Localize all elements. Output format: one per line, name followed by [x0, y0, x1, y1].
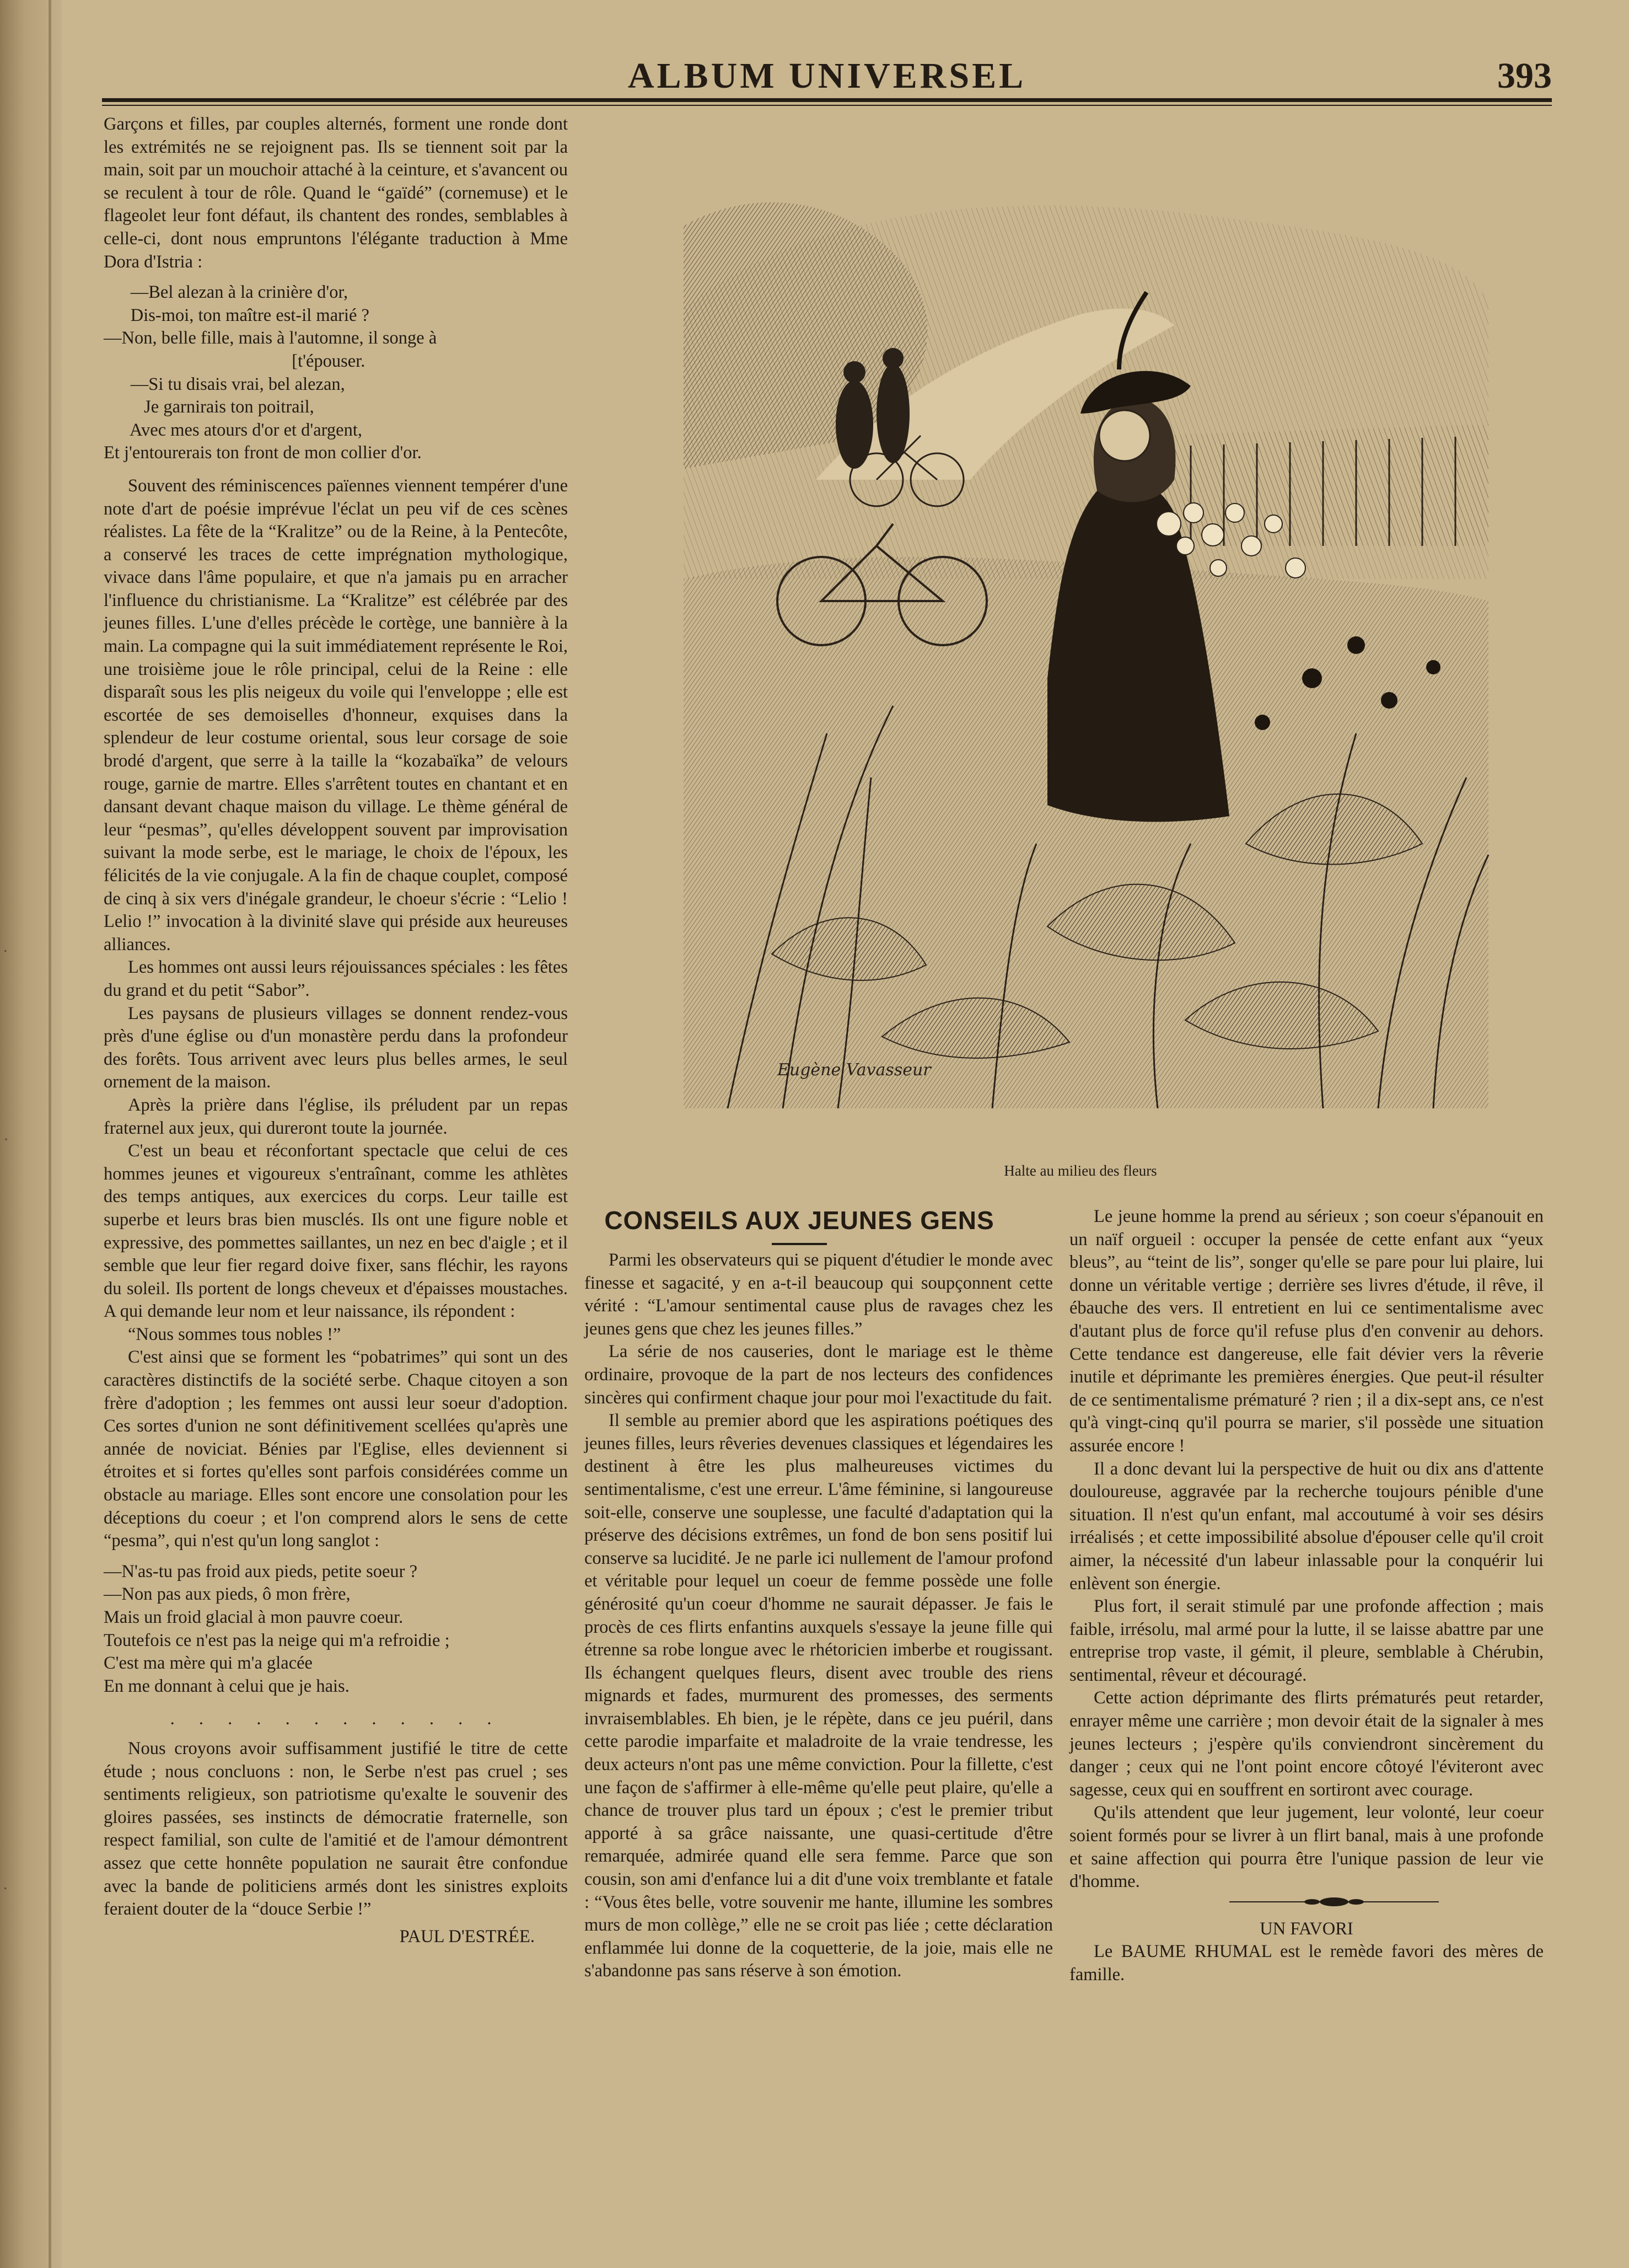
margin-speck: . [3, 937, 8, 956]
article-column-one [584, 1249, 1053, 1983]
verse-line: En me donnant à celui que je hais. [104, 1676, 350, 1696]
quote-line: “Nous sommes tous nobles !” [128, 1324, 341, 1344]
author-signature: PAUL D'ESTRÉE. [399, 1926, 535, 1947]
paragraph: Les paysans de plusieurs villages se donnent rendez-vous près d'une église ou d'un monastère perdu dans la profondeur des forêts. Tous arrivent avec leurs plus belles armes, le seul ornement de la maison. [104, 1003, 568, 1092]
article-paragraph: Parmi les observateurs qui se piquent d'étudier le monde avec finesse et sagacité, y en a-t-il beaucoup qui soupçonnent cette vérité : “L'amour sentimental cause plus de ravages chez les jeunes gens que chez les jeunes filles.” [584, 1250, 1053, 1339]
engraving-illustration [662, 127, 1499, 1108]
verse-line: —N'as-tu pas froid aux pieds, petite soeur ? [104, 1561, 418, 1581]
engraver-signature: Eugène Vavasseur [777, 1060, 931, 1080]
margin-speck: · [3, 1130, 9, 1149]
paragraph: Souvent des réminiscences païennes viennent tempérer d'une note d'art de poésie imprévue l'éclat un peu vif de ces scènes réalistes. La fête de la “Kralitze” ou de la Reine, à la Pentecôte, a conservé les traces de cette imprégnation mythologique, vivace dans l'âme populaire, et que n'a jamais pu en arracher l'influence du christianisme. La “Kralitze” est célébrée par des jeunes filles. L'une d'elles précède le cortège, une bannière à la main. La compagne qui la suit immédiatement représente le Roi, une troisième joue le rôle principal, celui de la Reine : elle disparaît sous les plis neigeux du voile qui l'enveloppe ; elle est escortée de ses demoiselles d'honneur, exquises dans la splendeur de leur costume oriental, sous leur corsage de soie brodé d'argent, que serre à la taille la “kozabaïka” de velours rouge, garnie de martre. Elles s'arrêtent toutes en chantant et en dansant devant chaque maison du village. Le thème général de leur “pesmas”, qu'elles développent souvent par improvisation suivant la mode serbe, est le mariage, le choix de l'époux, les félicités de la vie conjugale. A la fin de chaque couplet, composé de cinq à six vers d'inégale grandeur, le choeur s'écrie : “Lelio ! Lelio !” invocation à la divinité slave qui préside aux heureuses alliances. [104, 475, 568, 955]
engraving-drawing [662, 127, 1499, 1108]
verse-line: —Si tu disais vrai, bel alezan, [104, 374, 345, 394]
advert-title: UN FAVORI [1260, 1918, 1353, 1939]
header-rule [102, 98, 1552, 102]
verse-ronde [104, 281, 568, 465]
paragraph: Après la prière dans l'église, ils préludent par un repas fraternel aux jeux, qui dureront toute la journée. [104, 1095, 568, 1138]
journal-title: ALBUM UNIVERSEL [627, 56, 1026, 96]
header-rule-thin [102, 105, 1552, 106]
verse-line: —Non, belle fille, mais à l'automne, il songe à [104, 328, 437, 348]
verse-sanglot [104, 1561, 568, 1698]
verse-line: —Non pas aux pieds, ô mon frère, [104, 1584, 351, 1605]
margin-speck: . [3, 1875, 8, 1893]
verse-line: —Bel alezan à la crinière d'or, [104, 282, 348, 303]
article-paragraph: Cette action déprimante des flirts prématurés peut retarder, enrayer même une carrière ; mon devoir était de la signaler à mes jeunes lecteurs ; j'espère qu'ils conviendront sincèrement du danger ; ceux qui ne l'ont point encore côtoyé l'éviteront avec sagesse, ceux qui en souffrent en sortiront avec courage. [1069, 1688, 1544, 1800]
article-paragraph: Le jeune homme la prend au sérieux ; son coeur s'épanouit en un naïf orgueil : occuper la pensée de cette enfant aux “yeux bleus”, au “teint de lis”, songer qu'elle se pare pour lui plaire, lui donne un véritable vertige ; derrière ses livres d'étude, il rêve, il ébauche des vers. Il entretient en lui ce sentimentalisme avec d'autant plus de force qu'il refuse plus d'en convenir au dehors. Cette tendance est dangereuse, elle fait dévier vers la rêverie inutile et déprimante les premières énergies. Que peut-il résulter de ce sentimentalisme prématuré ? rien ; il a dix-sept ans, ce n'est qu'à vingt-cinq qu'il pourra se marier, s'il possède une situation assurée encore ! [1069, 1207, 1544, 1456]
article-paragraph: Qu'ils attendent que leur jugement, leur volonté, leur coeur soient formés pour se livrer à un flirt banal, mais à une profonde et saine affection qui pourra être l'unique passion de leur vie d'homme. [1069, 1803, 1544, 1892]
illustration-caption: Halte au milieu des fleurs [1004, 1162, 1157, 1179]
paragraph: Les hommes ont aussi leurs réjouissances spéciales : les fêtes du grand et du petit “Sabor”. [104, 957, 568, 1000]
article-title: CONSEILS AUX JEUNES GENS [604, 1206, 994, 1235]
article-column-two-body [1069, 1205, 1544, 1894]
verse-line: Dis-moi, ton maître est-il marié ? [104, 305, 369, 325]
page-spine [0, 0, 62, 2268]
column-one [104, 113, 568, 1948]
verse-line: Et j'entourerais ton front de mon collier d'or. [104, 443, 422, 463]
ellipsis-row: . . . . . . . . . . . . [170, 1709, 502, 1729]
article-paragraph: La série de nos causeries, dont le mariage est le thème ordinaire, provoque de la part de nos lecteurs des confidences sincères qui confirment chaque jour pour moi l'exactitude du fait. [584, 1342, 1053, 1408]
verse-line: Mais un froid glacial à mon pauvre coeur. [104, 1607, 404, 1627]
verse-line: Je garnirais ton poitrail, [104, 397, 314, 417]
paragraph: C'est ainsi que se forment les “pobatrimes” qui sont un des caractères distinctifs de la société serbe. Chaque citoyen a son frère d'adoption ; les femmes ont aussi leur soeur d'adoption. Ces sortes d'union ne sont définitivement scellées qu'après une année de noviciat. Bénies par l'Eglise, elles deviennent si étroites et si fortes qu'elles sont parfois considérées comme un obstacle au mariage. Elles sont encore une consolation pour les déceptions du coeur ; et l'on comprend alors le sens de cette “pesma”, qui n'est qu'un long sanglot : [104, 1347, 568, 1551]
article-column-two [1069, 1205, 1544, 1987]
paragraph: Nous croyons avoir suffisamment justifié le titre de cette étude ; nous concluons : non, le Serbe n'est pas cruel ; ses sentiments religieux, son patriotisme qu'exalte le souvenir des gloires passées, ses instincts de démocratie fraternelle, son respect familial, son culte de l'amitié et de l'amour démontrent assez que cette honnête population ne saurait être confondue avec la bande de politiciens armés dont les sinistres exploits feraient douter de la “douce Serbie !” [104, 1738, 568, 1920]
title-rule [772, 1243, 827, 1245]
verse-line: [t'épouser. [104, 351, 365, 371]
article-paragraph: Plus fort, il serait stimulé par une profonde affection ; mais faible, irrésolu, mal armé pour la lutte, il se laisse abattre par une entreprise trop vaste, il gémit, il pleure, semblable à Chérubin, sentimental, rêveur et découragé. [1069, 1596, 1544, 1685]
advert-text: Le BAUME RHUMAL est le remède favori des mères de famille. [1069, 1942, 1544, 1985]
verse-line: C'est ma mère qui m'a glacée [104, 1653, 313, 1674]
paragraph: C'est un beau et réconfortant spectacle que celui de ces hommes jeunes et vigoureux s'entraînant, comme les athlètes des temps antiques, aux exercices du corps. Leur taille est superbe et leurs bras bien musclés. Ils ont une figure noble et expressive, des pommettes saillantes, un nez en bec d'aigle ; et il semble que leur fier regard doive fixer, sans fléchir, les rayons du soleil. Ils portent de longs cheveux et d'épaisses moustaches. A qui demande leur nom et leur naissance, ils répondent : [104, 1141, 568, 1322]
paragraph: Garçons et filles, par couples alternés, forment une ronde dont les extrémités ne se rejoignent pas. Ils se tiennent soit par la main, soit par un mouchoir attaché à la ceinture, et s'avancent ou se reculent à tour de rôle. Quand le “gaïdé” (cornemuse) et le flageolet leur font défaut, ils chantent des rondes, semblables à celle-ci, dont nous empruntons l'élégante traduction à Mme Dora d'Istria : [104, 114, 568, 272]
article-paragraph: Il a donc devant lui la perspective de huit ou dix ans d'attente douloureuse, aggravée par la recherche toujours pénible d'une situation. Il n'est qu'un enfant, mal accoutumé à voir ses désirs irréalisés ; et cette impossibilité absolue d'épouser celle qu'il croit aimer, la nécessité d'un labeur inlassable pour la conquérir lui enlèvent son énergie. [1069, 1459, 1544, 1594]
verse-line: Avec mes atours d'or et d'argent, [104, 420, 362, 440]
spine-fold [49, 0, 51, 2268]
page-number: 393 [1497, 56, 1552, 96]
ornament-divider [1229, 1894, 1439, 1910]
article-paragraph: Il semble au premier abord que les aspirations poétiques des jeunes filles, leurs rêveries devenues classiques et légendaires les destinent à être les plus malheureuses victimes du sentimentalisme, c'est une erreur. L'âme féminine, si langoureuse soit-elle, conserve une souplesse, une faculté d'adaptation qui la préserve des décisions extrêmes, un fond de bon sens positif lui conserve sa lucidité. Je ne parle ici nullement de l'amour profond et véritable pour lequel un coeur de femme possède une folle générosité qu'un coeur d'homme ne saurait dépasser. Je fais le procès de ces flirts enfantins auxquels s'essaye la jeune fille qui étrenne sa robe longue avec le rhétoricien imberbe et rougissant. Ils échangent quelques fleurs, disent avec trouble des riens mignards et fades, murmurent des promesses, des serments invraisemblables. Eh bien, je le répète, dans ce jeu puéril, dans cette parodie imparfaite et maladroite de la vraie tendresse, les deux acteurs n'ont pas une même conviction. Pour la fillette, c'est une façon de s'affirmer à elle-même qu'elle peut plaire, qu'elle a chance de trouver plus tard un époux ; c'est le premier tribut apporté à sa grâce naissante, une quasi-certitude d'être remarquée, admirée quand elle sera femme. Parce que son cousin, son ami d'enfance lui a dit d'une voix tremblante et fatale : “Vous êtes belle, votre souvenir me hante, illumine les sombres murs de mon collège,” elle ne se croit pas liée ; cette déclaration enflammée lui donne de la coquetterie, de la joie, mais elle ne s'abandonne pas sans réserve à son émotion. [584, 1411, 1053, 1981]
page-header [102, 55, 1552, 105]
verse-line: Toutefois ce n'est pas la neige qui m'a refroidie ; [104, 1630, 450, 1650]
